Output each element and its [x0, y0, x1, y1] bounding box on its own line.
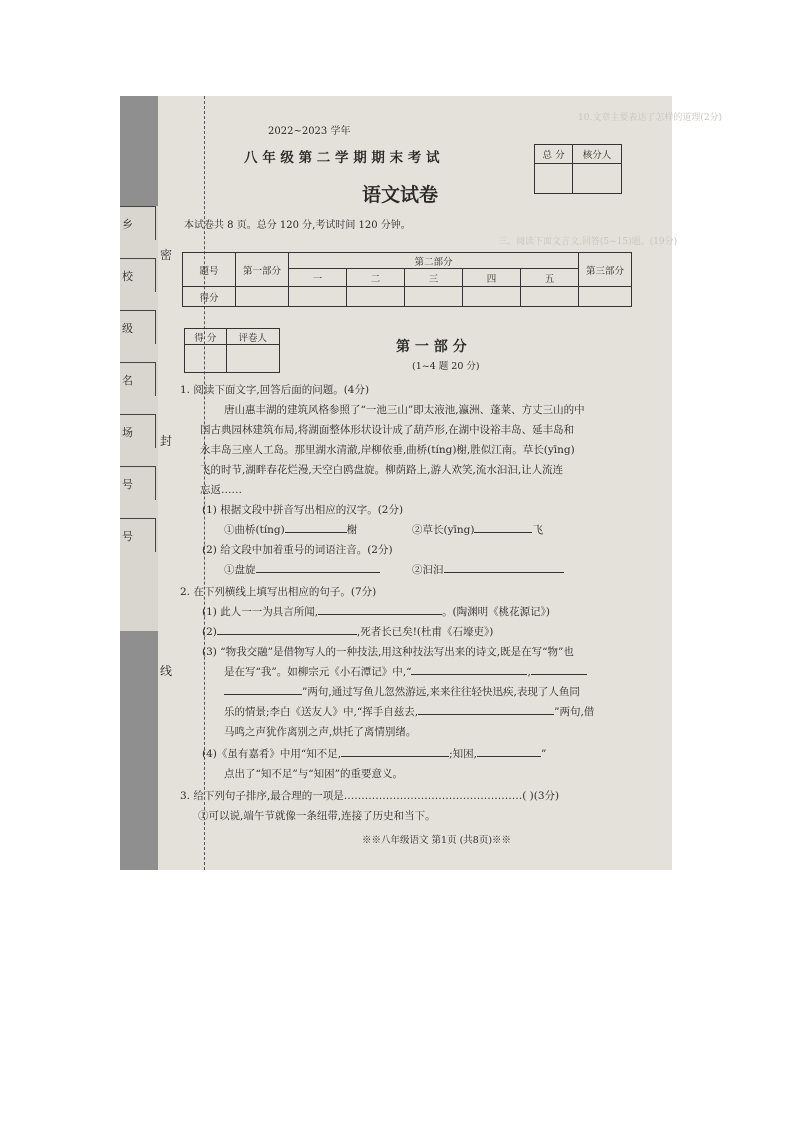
checker-label: 核分人: [573, 145, 622, 164]
field-cell: 场: [120, 414, 156, 448]
answer-blank[interactable]: [477, 756, 541, 757]
part2-col: 一: [289, 269, 347, 287]
answer-blank[interactable]: [341, 756, 449, 757]
school-year: 2022~2023 学年: [268, 126, 351, 137]
q2-line: [224, 664, 587, 679]
q2-line-text: (1) 此人一一为具言所闻,: [202, 606, 319, 618]
exam-title: 八 年 级 第 二 学 期 期 末 考 试: [244, 150, 440, 166]
q1-passage-line: 飞的时节,湖畔春花烂漫,天空白鸥盘旋。柳荫路上,游人欢笑,流水汩汩,让人流连: [200, 464, 564, 476]
grader-label: 评卷人: [226, 329, 279, 345]
answer-blank[interactable]: [531, 674, 587, 675]
q1-sub2-b-label: ②汩汩: [412, 564, 444, 576]
grader-box: [184, 328, 280, 373]
score-cell[interactable]: [236, 287, 289, 307]
q1-sub1-b: [412, 522, 543, 537]
score-label: 得 分: [185, 329, 227, 345]
grader-score-input[interactable]: [185, 345, 227, 373]
total-score-box: [534, 144, 622, 194]
q2-stem: 2. 在下列横线上填写出相应的句子。(7分): [180, 586, 377, 598]
part2-col: 四: [463, 269, 521, 287]
answer-blank[interactable]: [217, 634, 357, 635]
q2-line-text: ”: [540, 748, 547, 760]
grader-name-input[interactable]: [226, 345, 279, 373]
q1-sub2-b: [412, 562, 564, 577]
part1-header: 第一部分: [236, 253, 289, 287]
q1-sub1-a: [224, 522, 357, 537]
page-footer: ※※八年级语文 第1页 (共8页)※※: [362, 835, 512, 846]
field-cell: 号: [120, 466, 156, 500]
checker-input[interactable]: [573, 164, 622, 194]
score-table: [182, 252, 632, 307]
subject-title: 语文试卷: [362, 184, 439, 206]
q3-sentence: ①可以说,端午节就像一条纽带,连接了历史和当下。: [198, 810, 436, 822]
exam-intro: 本试卷共 8 页。总分 120 分,考试时间 120 分钟。: [184, 220, 411, 231]
answer-blank[interactable]: [418, 714, 554, 715]
q1-sub1-b-label: ②草长(yīng): [412, 524, 475, 536]
q2-line-text: 是在写“我”。如柳宗元《小石潭记》中,“: [224, 666, 412, 678]
score-cell[interactable]: [289, 287, 347, 307]
part2-col: 二: [347, 269, 405, 287]
photo-frame: [120, 96, 723, 870]
answer-blank[interactable]: [444, 572, 564, 573]
q2-line-text: ”两句,借: [554, 706, 595, 718]
answer-blank[interactable]: [474, 532, 532, 533]
q2-line: 点出了“知不足”与“知困”的重要意义。: [224, 768, 403, 780]
score-cell[interactable]: [463, 287, 521, 307]
field-cell: 号: [120, 518, 156, 552]
q2-line: 马鸣之声犹作离别之声,烘托了离情别绪。: [224, 726, 417, 738]
q1-passage-line: 永丰岛三座人工岛。那里湖水清澈,岸柳依垂,曲桥(tíng)榭,胜似江南。草长(yīng): [200, 444, 575, 456]
field-cell: 级: [120, 310, 156, 344]
q2-line: [202, 746, 546, 761]
q1-sub1-a-tail: 榭: [346, 524, 358, 536]
q1-stem: 1. 阅读下面文字,回答后面的问题。(4分): [180, 384, 370, 396]
section-subtitle: (1~4 题 20 分): [412, 361, 480, 372]
seal-label-xian: 线: [160, 664, 173, 678]
exam-sheet: [158, 96, 723, 870]
part3-header: 第三部分: [579, 253, 632, 287]
q3-stem: 3. 给下列句子排序,最合理的一项是……………………………………………( )(3分): [180, 790, 560, 802]
q1-passage-line: 国古典园林建筑布局,将湖面整体形状设计成了葫芦形,在湖中设裕丰岛、延丰岛和: [200, 424, 575, 436]
total-input[interactable]: [535, 164, 573, 194]
score-cell[interactable]: [579, 287, 632, 307]
field-cell: 乡: [120, 206, 156, 240]
q2-line: [202, 604, 550, 619]
score-cell[interactable]: [347, 287, 405, 307]
q2-line-text: 。(陶渊明《桃花源记》): [442, 606, 551, 618]
q2-line-text: ,死者长已矣!(杜甫《石壕吏》): [356, 626, 494, 638]
q2-line: [224, 704, 594, 719]
section-title: 第 一 部 分: [396, 339, 467, 355]
q1-passage-line: 忘返……: [200, 484, 242, 496]
q2-line-text: 乐的情景;李白《送友人》中,“挥手自兹去,: [224, 706, 419, 718]
answer-blank[interactable]: [256, 572, 380, 573]
q1-sub2: (2) 给文段中加着重号的词语注音。(2分): [202, 544, 393, 556]
q2-line-text: (4)《虽有嘉肴》中用“知不足,: [202, 748, 342, 760]
q2-line: (3) “物我交融”是借物写人的一种技法,用这种技法写出来的诗文,既是在写“物”也: [202, 646, 574, 658]
part2-col: 五: [521, 269, 579, 287]
binding-strip: [120, 206, 158, 631]
part2-col: 三: [405, 269, 463, 287]
answer-blank[interactable]: [224, 694, 302, 695]
q2-line-text: ;知困,: [449, 748, 477, 760]
q2-line-text: ”两句,通过写鱼儿忽然游远,来来往往轻快迅疾,表现了人鱼同: [302, 686, 580, 698]
answer-blank[interactable]: [318, 614, 442, 615]
part2-header: 第二部分: [289, 253, 579, 269]
row-label-question: 题号: [183, 253, 236, 287]
q1-sub2-a: [224, 562, 380, 577]
answer-blank[interactable]: [411, 674, 527, 675]
q1-sub2-a-label: ①盘旋: [224, 564, 256, 576]
q2-line-text: (2): [202, 626, 217, 638]
seal-label-mi: 密: [160, 248, 173, 262]
q1-sub1-b-tail: 飞: [532, 524, 543, 536]
q2-line: [202, 624, 493, 639]
q2-line-text: ,: [527, 666, 531, 678]
q1-sub1-a-label: ①曲桥(tíng): [224, 524, 285, 536]
bleed-through-text: 三、阅读下面文言文,回答(5~15)题。(19分): [498, 237, 678, 247]
q2-line: [224, 684, 580, 699]
q1-sub1: (1) 根据文段中拼音写出相应的汉字。(2分): [202, 504, 404, 516]
bleed-through-text: 10.文章主要表达了怎样的道理(2分): [578, 113, 723, 123]
field-cell: 校: [120, 258, 156, 292]
row-label-score: 得分: [183, 287, 236, 307]
score-cell[interactable]: [405, 287, 463, 307]
q1-passage-line: 唐山惠丰湖的建筑风格参照了“一池三山”即太液池,瀛洲、蓬莱、方丈三山的中: [224, 404, 585, 416]
score-cell[interactable]: [521, 287, 579, 307]
answer-blank[interactable]: [285, 532, 347, 533]
total-label: 总 分: [535, 145, 573, 164]
field-cell: 名: [120, 362, 156, 396]
seal-label-feng: 封: [160, 434, 173, 448]
